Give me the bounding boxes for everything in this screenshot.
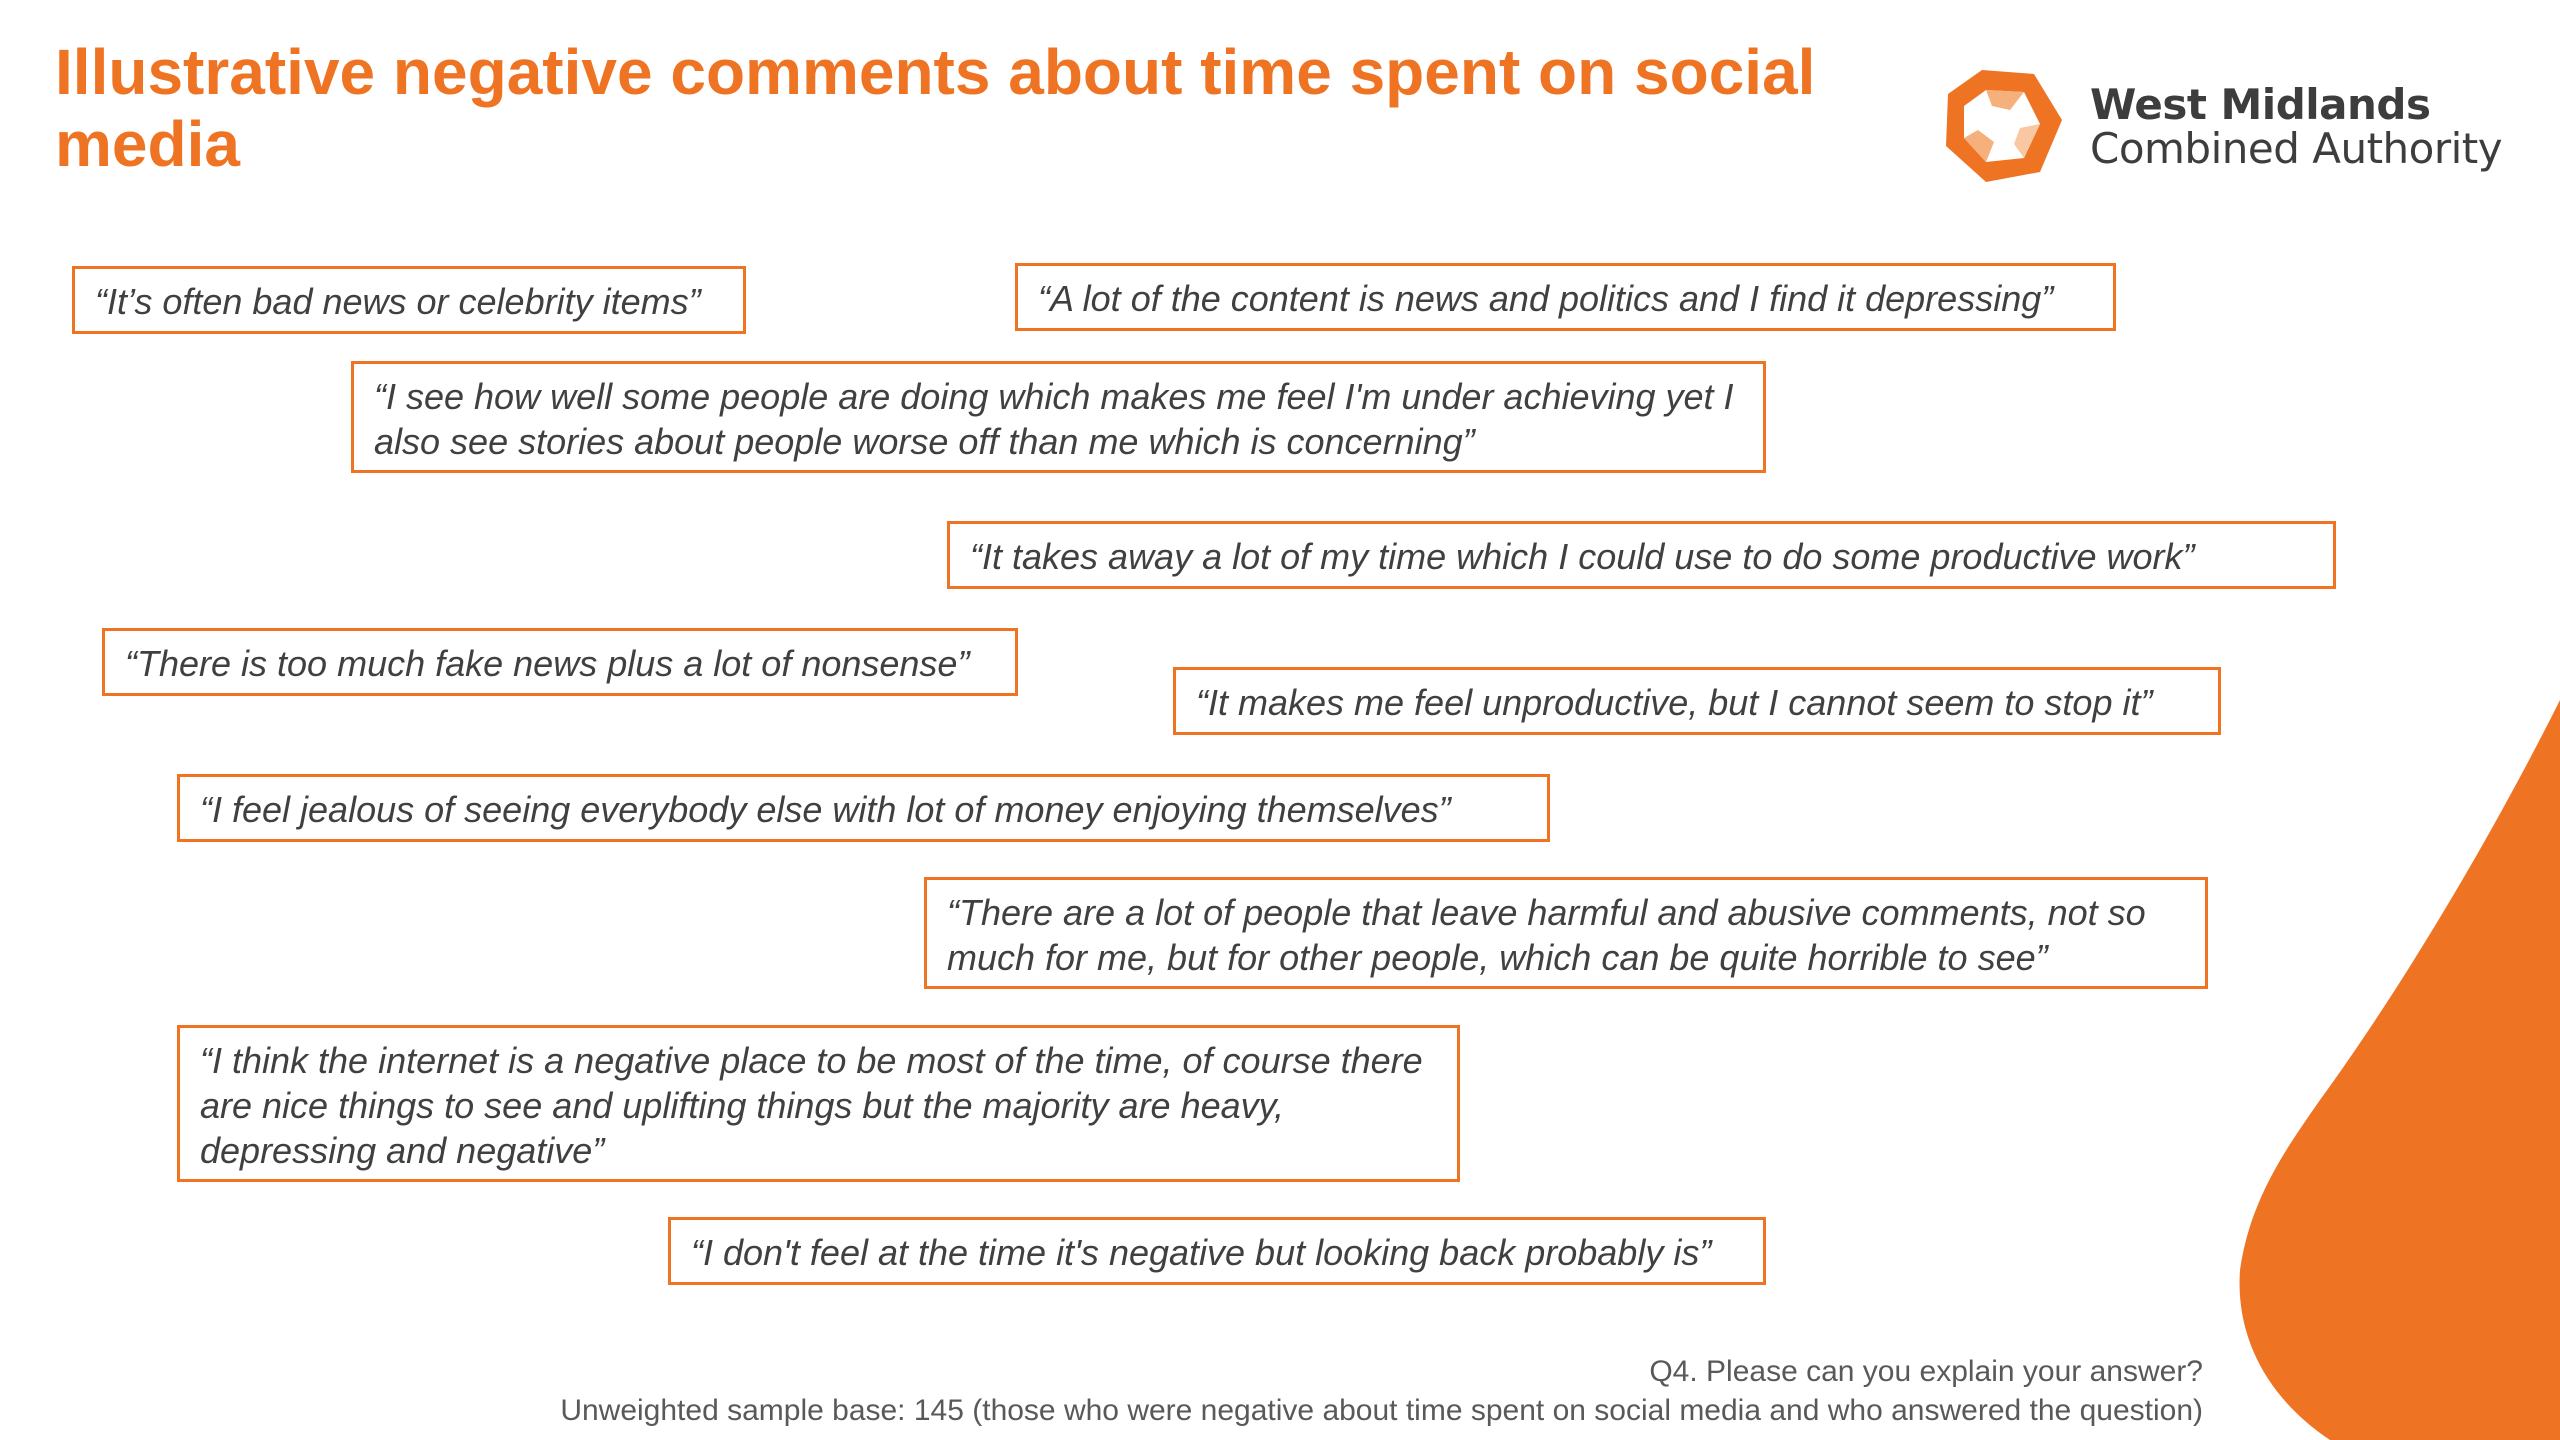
quote-box: “It’s often bad news or celebrity items” bbox=[72, 266, 746, 334]
quote-box: “A lot of the content is news and politics and I find it depressing” bbox=[1015, 263, 2116, 331]
wmca-hexagon-logo-icon bbox=[1940, 66, 2064, 186]
quote-box: “I see how well some people are doing which makes me feel I'm under achieving yet I also see stories about people worse off than me which is concerning” bbox=[351, 361, 1766, 473]
footnote-sample-base: Unweighted sample base: 145 (those who were negative about time spent on social media and who answered the question) bbox=[560, 1394, 2203, 1427]
quote-box: “There is too much fake news plus a lot of nonsense” bbox=[102, 628, 1018, 696]
quote-box: “I feel jealous of seeing everybody else with lot of money enjoying themselves” bbox=[177, 774, 1550, 842]
logo-line-1: West Midlands bbox=[2090, 80, 2431, 129]
logo-line-2: Combined Authority bbox=[2090, 124, 2503, 173]
footnote-question: Q4. Please can you explain your answer? bbox=[1649, 1355, 2203, 1388]
footnote bbox=[560, 1352, 2203, 1430]
quote-box: “I think the internet is a negative place to be most of the time, of course there are nice things to see and uplifting things but the majority are heavy, depressing and negative” bbox=[177, 1025, 1460, 1182]
decorative-orange-swoosh bbox=[2230, 700, 2560, 1440]
quote-box: “There are a lot of people that leave harmful and abusive comments, not so much for me, but for other people, which can be quite horrible to see” bbox=[924, 877, 2208, 989]
wmca-logo bbox=[1940, 66, 2503, 196]
quote-box: “It makes me feel unproductive, but I cannot seem to stop it” bbox=[1173, 667, 2221, 735]
slide-title: Illustrative negative comments about time spent on social media bbox=[55, 36, 1816, 180]
quote-box: “I don't feel at the time it's negative but looking back probably is” bbox=[668, 1217, 1766, 1285]
quote-box: “It takes away a lot of my time which I could use to do some productive work” bbox=[947, 521, 2336, 589]
